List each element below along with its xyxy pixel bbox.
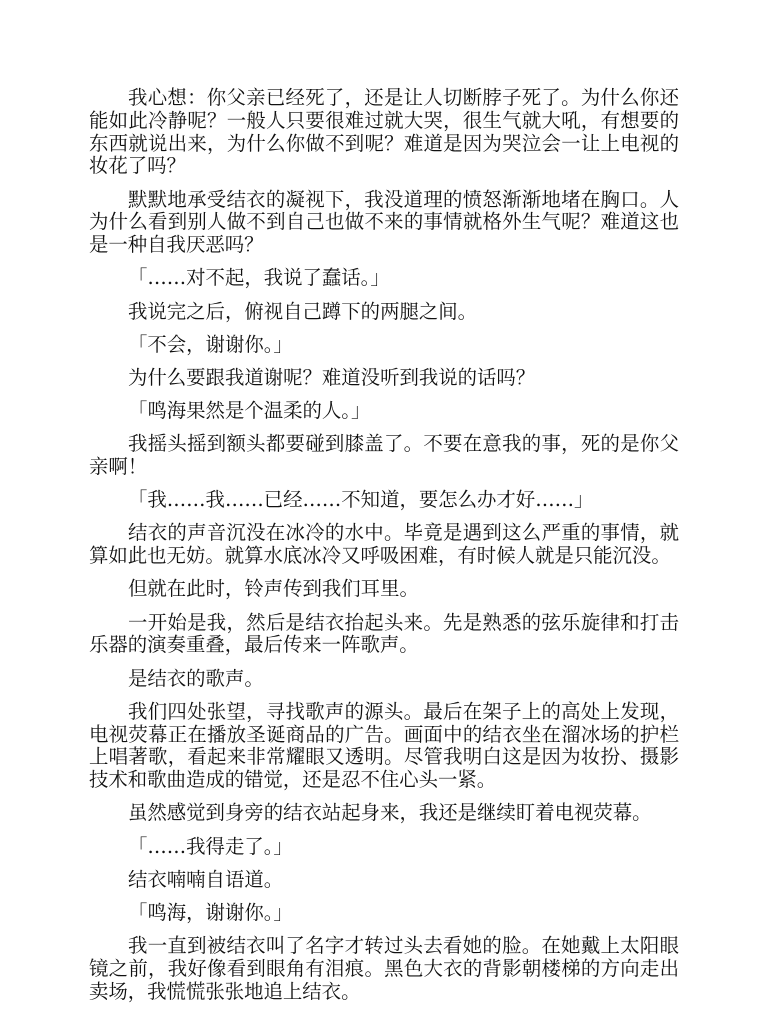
- paragraph: 虽然感觉到身旁的结衣站起身来，我还是继续盯着电视荧幕。: [128, 801, 652, 825]
- paragraph: 我们四处张望，寻找歌声的源头。最后在架子上的高处上发现，电视荧幕正在播放圣诞商品的广告。画面中的结衣坐在溜冰场的护栏上唱著歌，看起来非常耀眼又透明。尽管我明白这是因为妆扮、摄影技术和歌曲造成的错觉，还是忍不住心头一紧。: [89, 699, 679, 792]
- paragraph: 但就在此时，铃声传到我们耳里。: [128, 577, 419, 601]
- paragraph: 我说完之后，俯视自己蹲下的两腿之间。: [128, 299, 478, 323]
- paragraph: 结衣喃喃自语道。: [128, 867, 284, 891]
- document-body: [89, 87, 679, 1014]
- paragraph: 结衣的声音沉没在冰冷的水中。毕竟是遇到这么严重的事情，就算如此也无妨。就算水底冰冷又呼吸困难，有时候人就是只能沉没。: [89, 521, 679, 568]
- paragraph: 我一直到被结衣叫了名字才转过头去看她的脸。在她戴上太阳眼镜之前，我好像看到眼角有泪痕。黑色大衣的背影朝楼梯的方向走出卖场，我慌慌张张地追上结衣。: [89, 934, 679, 1003]
- dialogue-line: 「……对不起，我说了蠢话。」: [128, 266, 390, 290]
- dialogue-line: 「鸣海，谢谢你。」: [128, 900, 293, 924]
- dialogue-line: 「鸣海果然是个温柔的人。」: [128, 399, 371, 423]
- paragraph: 我摇头摇到额头都要碰到膝盖了。不要在意我的事，死的是你父亲啊！: [89, 432, 679, 479]
- dialogue-line: 「不会，谢谢你。」: [128, 332, 293, 356]
- paragraph: 一开始是我，然后是结衣抬起头来。先是熟悉的弦乐旋律和打击乐器的演奏重叠，最后传来一阵歌声。: [89, 610, 679, 657]
- paragraph: 我心想：你父亲已经死了，还是让人切断脖子死了。为什么你还能如此冷静呢？一般人只要很难过就大哭，很生气就大吼，有想要的东西就说出来，为什么你做不到呢？难道是因为哭泣会一让上电视的妆花了吗？: [89, 86, 679, 178]
- dialogue-line: 「我……我……已经……不知道，要怎么办才好……」: [128, 488, 594, 512]
- paragraph: 默默地承受结衣的凝视下，我没道理的愤怒渐渐地堵在胸口。人为什么看到别人做不到自己也做不来的事情就格外生气呢？难道这也是一种自我厌恶吗？: [89, 187, 679, 257]
- paragraph: 为什么要跟我道谢呢？难道没听到我说的话吗？: [128, 365, 536, 389]
- paragraph: 是结衣的歌声。: [128, 666, 264, 690]
- dialogue-line: 「……我得走了。」: [128, 834, 293, 858]
